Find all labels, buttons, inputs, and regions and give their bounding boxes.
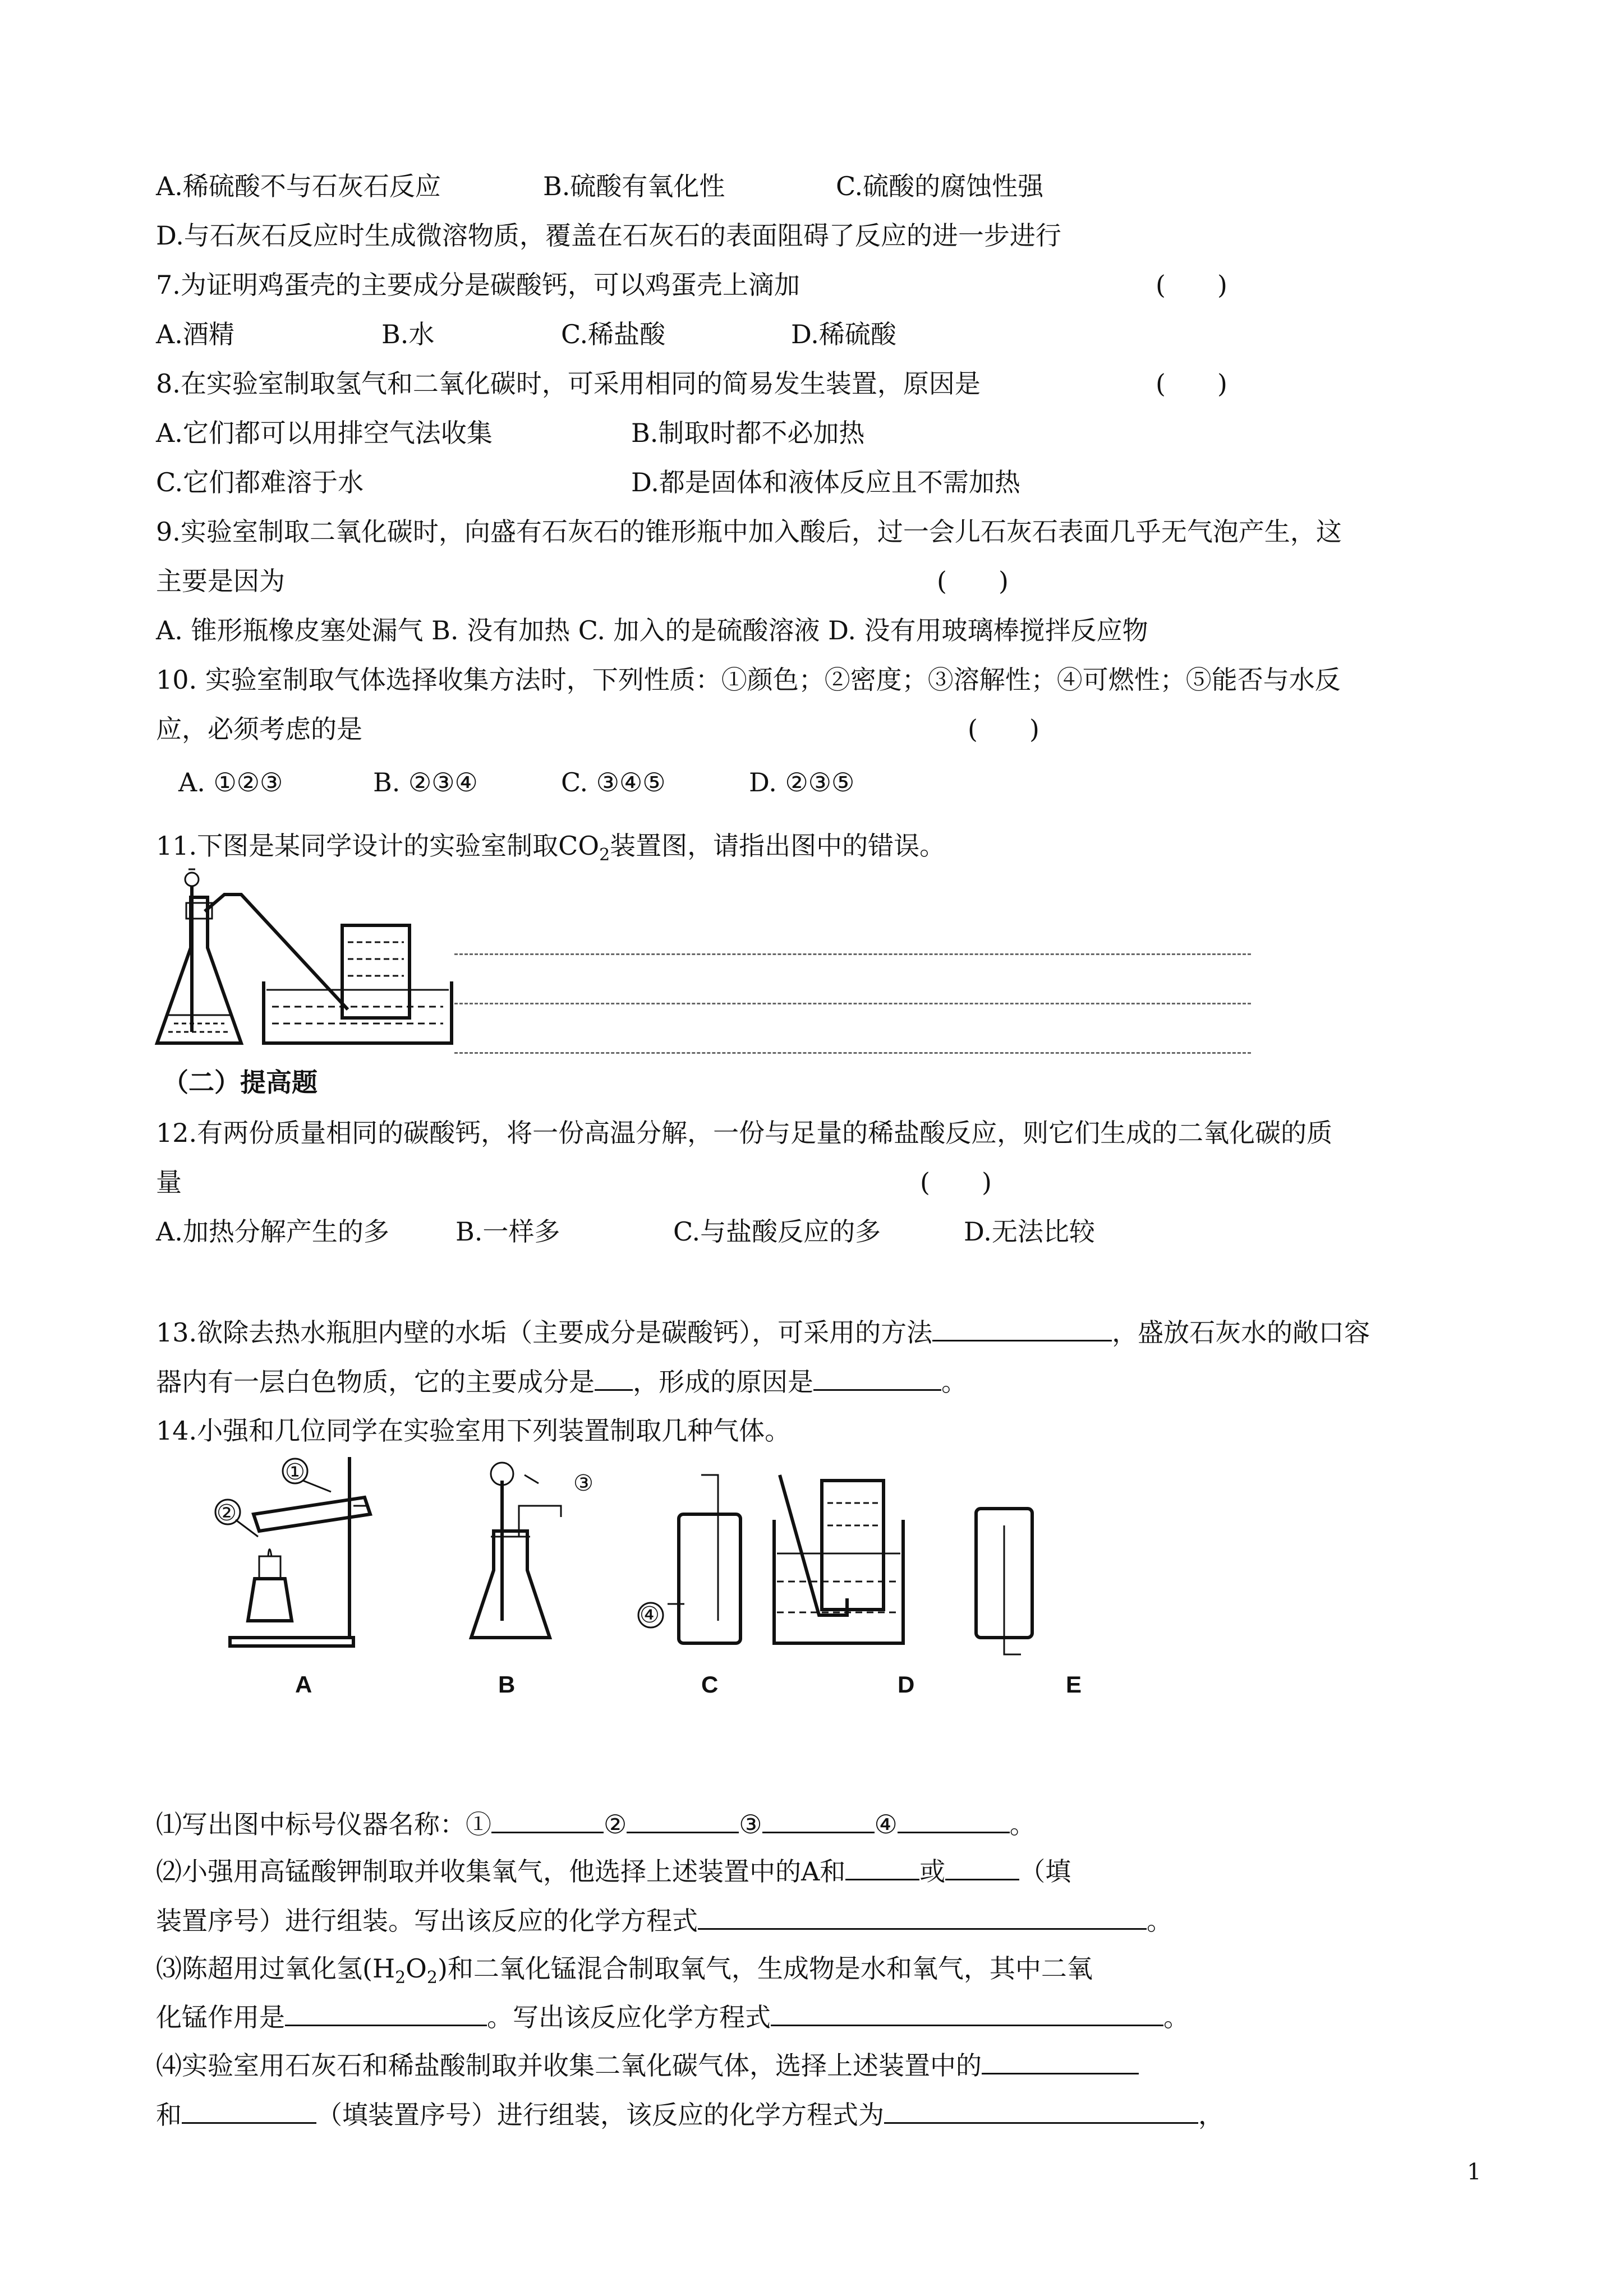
q14-part4-line1: ⑷实验室用石灰石和稀盐酸制取并收集二氧化碳气体，选择上述装置中的: [156, 2048, 1139, 2082]
q11-stem: 11.下图是某同学设计的实验室制取$CO_2$装置图，请指出图中的错误。: [156, 831, 946, 865]
marker-4: ④: [640, 1602, 660, 1628]
q10-option-a: A. ①②③: [178, 767, 283, 797]
q13-blank-reason[interactable]: [813, 1364, 941, 1391]
q11-answer-line-3[interactable]: [454, 1052, 1251, 1054]
q8-stem: 8.在实验室制取氢气和二氧化碳时，可采用相同的简易发生装置，原因是: [156, 368, 981, 399]
q14-blank-equation-1[interactable]: [698, 1903, 1147, 1930]
q12-answer-paren: ( ): [920, 1167, 992, 1197]
q14-part3-line1: ⑶陈超用过氧化氢$(H_2O_2)$和二氧化锰混合制取氧气，生成物是水和氧气，其中二氧: [156, 1953, 1093, 1988]
q14-blank-equation-2[interactable]: [771, 2000, 1163, 2026]
q14-blank-collector[interactable]: [182, 2097, 316, 2124]
q6-option-a: A.稀硫酸不与石灰石反应: [156, 171, 441, 201]
marker-1: ①: [285, 1459, 305, 1485]
q8-option-c: C.它们都难溶于水: [156, 467, 364, 497]
q8-option-a: A.它们都可以用排空气法收集: [156, 418, 493, 448]
q14-part2-line2: 装置序号）进行组装。写出该反应的化学方程式 。: [156, 1903, 1172, 1938]
q10-answer-paren: ( ): [968, 714, 1039, 744]
q10-stem-line1: 10. 实验室制取气体选择收集方法时，下列性质：①颜色；②密度；③溶解性；④可燃性；⑤能否与水反: [156, 665, 1341, 695]
q14-part3-line2: 化锰作用是 。写出该反应化学方程式 。: [156, 2000, 1189, 2034]
q14-stem: 14.小强和几位同学在实验室用下列装置制取几种气体。: [156, 1416, 791, 1446]
q12-option-b: B.一样多: [456, 1216, 560, 1247]
q14-blank-4[interactable]: [898, 1807, 1010, 1833]
q10-option-d: D. ②③⑤: [749, 767, 855, 797]
marker-3: ③: [573, 1470, 594, 1496]
q7-stem: 7.为证明鸡蛋壳的主要成分是碳酸钙，可以鸡蛋壳上滴加: [156, 270, 800, 300]
apparatus-label-b: B: [498, 1671, 516, 1698]
q12-option-c: C.与盐酸反应的多: [673, 1216, 881, 1247]
q14-part2-line1: ⑵小强用高锰酸钾制取并收集氧气，他选择上述装置中的A和 或 （填: [156, 1854, 1071, 1888]
q9-options: A. 锥形瓶橡皮塞处漏气 B. 没有加热 C. 加入的是硫酸溶液 D. 没有用玻璃棒搅拌反应物: [156, 615, 1148, 646]
q11-answer-line-1[interactable]: [454, 953, 1251, 955]
q14-blank-generator[interactable]: [982, 2048, 1139, 2074]
q8-answer-paren: ( ): [1156, 368, 1227, 399]
q8-option-b: B.制取时都不必加热: [631, 418, 865, 448]
q6-option-c: C.硫酸的腐蚀性强: [836, 171, 1044, 201]
lab-apparatus-diagram: [213, 1453, 1139, 1716]
q10-option-c: C. ③④⑤: [561, 767, 666, 797]
q14-blank-2[interactable]: [627, 1807, 739, 1833]
q9-stem-line1: 9.实验室制取二氧化碳时，向盛有石灰石的锥形瓶中加入酸后，过一会儿石灰石表面几乎无气泡产生，这: [156, 517, 1342, 547]
apparatus-label-e: E: [1066, 1671, 1082, 1698]
q8-option-d: D.都是固体和液体反应且不需加热: [631, 467, 1020, 497]
q14-blank-role[interactable]: [285, 2000, 487, 2026]
q14-part1: ⑴写出图中标号仪器名称：① ② ③ ④ 。: [156, 1807, 1036, 1841]
page-number: 1: [1467, 2159, 1482, 2185]
apparatus-label-d: D: [898, 1671, 915, 1698]
q7-answer-paren: ( ): [1156, 270, 1227, 300]
q12-stem-line2: 量: [156, 1167, 182, 1197]
marker-2: ②: [217, 1500, 237, 1526]
q6-option-b: B.硫酸有氧化性: [543, 171, 725, 201]
q14-blank-collect-2[interactable]: [945, 1854, 1019, 1880]
q14-blank-equation-3[interactable]: [884, 2097, 1198, 2124]
q14-part4-line2: 和 （填装置序号）进行组装，该反应的化学方程式为 ，: [156, 2097, 1224, 2132]
q11-answer-line-2[interactable]: [454, 1003, 1251, 1004]
q7-option-d: D.稀硫酸: [791, 319, 896, 349]
q13-line1: 13.欲除去热水瓶胆内壁的水垢（主要成分是碳酸钙），可采用的方法 ，盛放石灰水的敞口容: [156, 1315, 1370, 1349]
apparatus-label-c: C: [701, 1671, 719, 1698]
q13-blank-substance[interactable]: [595, 1364, 633, 1391]
q6-option-d: D.与石灰石反应时生成微溶物质，覆盖在石灰石的表面阻碍了反应的进一步进行: [156, 220, 1061, 251]
q12-stem-line1: 12.有两份质量相同的碳酸钙，将一份高温分解，一份与足量的稀盐酸反应，则它们生成的二氧化碳的质: [156, 1118, 1333, 1148]
q7-option-b: B.水: [381, 319, 435, 349]
q9-answer-paren: ( ): [937, 566, 1009, 596]
q14-blank-1[interactable]: [491, 1807, 604, 1833]
q10-option-b: B. ②③④: [373, 767, 478, 797]
q13-blank-method[interactable]: [932, 1315, 1112, 1341]
q7-option-c: C.稀盐酸: [561, 319, 666, 349]
section-heading: （二）提高题: [163, 1067, 318, 1098]
q13-line2: 器内有一层白色物质，它的主要成分是 ，形成的原因是 。: [156, 1364, 967, 1399]
q9-stem-line2: 主要是因为: [156, 566, 285, 596]
co2-apparatus-diagram: [151, 864, 454, 1049]
q12-option-d: D.无法比较: [964, 1216, 1095, 1247]
q12-option-a: A.加热分解产生的多: [156, 1216, 389, 1247]
q14-blank-3[interactable]: [762, 1807, 875, 1833]
apparatus-label-a: A: [295, 1671, 312, 1698]
q10-stem-line2: 应，必须考虑的是: [156, 714, 362, 744]
q7-option-a: A.酒精: [156, 319, 234, 349]
q14-blank-collect-1[interactable]: [845, 1854, 919, 1880]
